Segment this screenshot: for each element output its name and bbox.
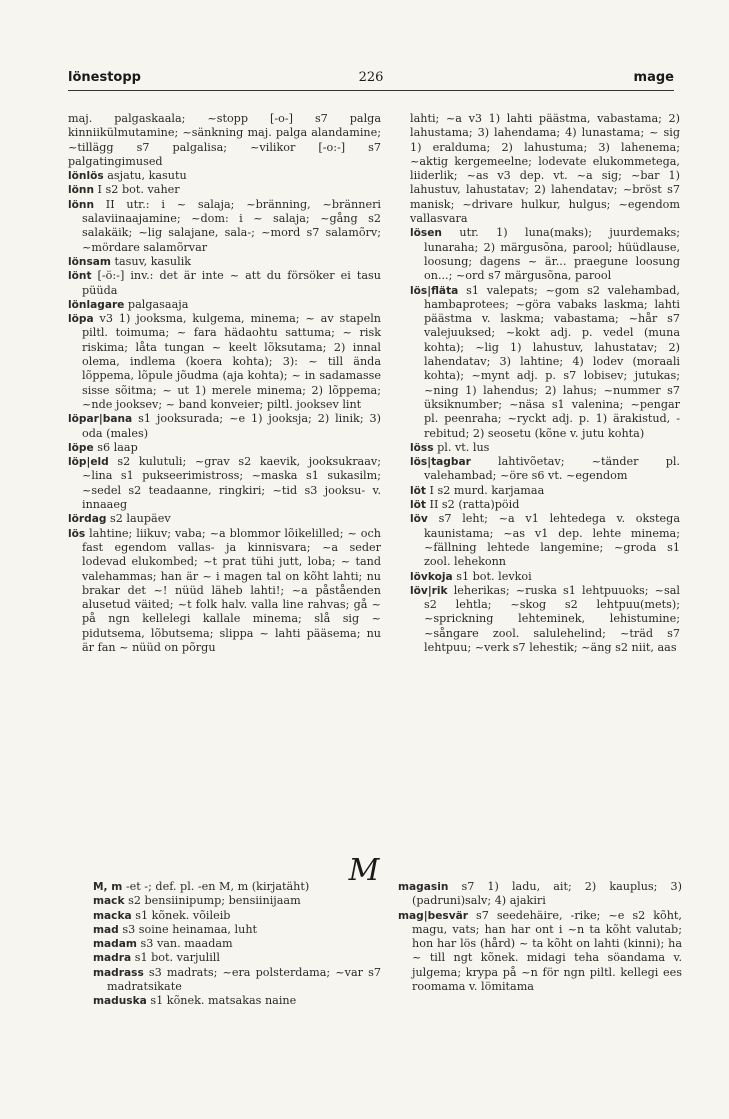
entry-text: asjatu, kasutu: [103, 169, 187, 183]
headword: löpar|bana: [68, 413, 133, 426]
headword: lönsam: [68, 255, 111, 268]
entry-text: pl. vt. lus: [433, 440, 490, 454]
dictionary-entry: [68, 198, 381, 255]
dictionary-entry: [93, 880, 381, 894]
dictionary-entry: [410, 570, 680, 584]
dictionary-entry: [68, 527, 381, 656]
headword: lönlagare: [68, 298, 125, 311]
column-left-lower: [93, 880, 381, 1009]
column-right-upper: [410, 112, 680, 655]
column-right-lower: [398, 880, 682, 994]
entry-text: s2 bensiinipump; bensiinijaam: [124, 894, 301, 908]
dictionary-entry: [68, 298, 381, 312]
dictionary-entry: [410, 498, 680, 512]
entry-text: s1 valepats; ~gom s2 valehambad, hambaprotees; ~göra vabaks laskma; lahti päästma v. laskma; vabastama; ~hår s7 valejuuksed; ~kokt adj. p. vedel (muna kohta); ~lig 1) lahustuv, lahustatav; 2) lahendatav; 3) lahtine; 4) lodev (moraali kohta); ~mynt adj. p. s7 lobisev; jutukas; ~ning 1) lahendus; 2) lahus; ~nummer s7 üksiknumber; ~näsa s1 valenina; ~pengar pl. peenraha; ~ryckt adj. p. 1) ärakistud, -rebitud; 2) seosetu (kõne v. jutu kohta): [424, 283, 680, 440]
headword: löt: [410, 499, 426, 512]
dictionary-entry: [68, 112, 381, 169]
header-guide-word-left: lönestopp: [68, 70, 141, 85]
headword: lösen: [410, 227, 442, 240]
entry-text: leherikas; ~ruska s1 lehtpuuoks; ~sal s2 lehtla; ~skog s2 lehtpuu(mets); ~sprickning lehteminek, lehistumine; ~sångare zool. salulehelind; ~träd s7 lehtpuu; ~verk s7 lehestik; ~äng s2 niit, aas: [424, 583, 680, 654]
dictionary-entry: [68, 183, 381, 197]
dictionary-entry: [93, 966, 381, 995]
entry-text: palgasaaja: [124, 297, 189, 311]
headword: macka: [93, 909, 132, 922]
entry-text: s3 madrats; ~era polsterdama; ~var s7 madratsikate: [107, 965, 381, 994]
headword: mag|besvär: [398, 909, 468, 922]
entry-text: lahtine; liikuv; vaba; ~a blommor lõikelilled; ~ och fast egendom vallas- ja kinnisvara; ~a seder lodevad elukombed; ~t prat tühi jutt, loba; ~ tand valehammas; han är ~ i magen tal on kõht lahti; nu brakar det ~! nüüd läheb lahti!; ~a påståenden alusetud väited; ~t folk halv. valla line rahvas; gå ~ på ngn kellelegi kallale minema; slå sig ~ pidutsema, lõbutsema; slippa ~ lahti pääsema; nu är fan ~ nüüd on põrgu: [82, 526, 381, 654]
headword: löpa: [68, 313, 94, 326]
headword: mack: [93, 895, 125, 908]
headword: lös: [68, 527, 86, 540]
entry-text: II utr.: i ~ salaja; ~bränning, ~bränneri salaviinaajamine; ~dom: i ~ salaja; ~gång s2 salakäik; ~lig salajane, sala-; ~mord s7 salamõrv; ~mördare salamõrvar: [82, 197, 381, 254]
dictionary-entry: [410, 284, 680, 441]
entry-text: s1 kõnek. matsakas naine: [146, 994, 297, 1008]
section-letter: M: [348, 853, 381, 888]
dictionary-entry: [398, 880, 682, 909]
headword: M, m: [93, 881, 123, 893]
dictionary-entry: [398, 909, 682, 995]
headword: lös|fläta: [410, 284, 459, 297]
headword: maduska: [93, 995, 147, 1008]
headword: löss: [410, 441, 434, 454]
headword: löt: [410, 484, 426, 497]
headword: löv: [410, 513, 428, 526]
entry-text: I s2 murd. karjamaa: [425, 483, 545, 497]
dictionary-entry: [68, 255, 381, 269]
headword: lövkoja: [410, 570, 453, 583]
headword: lönlös: [68, 170, 104, 183]
headword: mad: [93, 923, 119, 936]
dictionary-entry: [68, 512, 381, 526]
dictionary-entry: [410, 584, 680, 655]
entry-text: s3 soine heinamaa, luht: [118, 922, 258, 936]
headword: madam: [93, 938, 137, 951]
entry-text: utr. 1) luna(maks); juurdemaks; lunaraha; 2) märgusõna, parool; hüüdlause, loosung; dagens ~ är... praegune loosung on...; ~ord s7 märgusõna, parool: [424, 226, 680, 283]
headword: madrass: [93, 966, 144, 979]
entry-text: tasuv, kasulik: [110, 254, 192, 268]
dictionary-entry: [93, 951, 381, 965]
entry-text: v3 1) jooksma, kulgema, minema; ~ av stapeln piltl. toimuma; ~ fara hädaohtu sattuma; ~ risk riskima; låta tungan ~ keelt lõksutama; 2) innal olema, indlema (koera kohta); 3): ~ till ända lõppema, lõpule jõudma (aja kohta); ~ in sadamasse sisse sõitma; ~ ut 1) merele minema; 2) lõppema; ~nde jooksev; ~ band konveier; piltl. jooksev lint: [82, 312, 381, 411]
dictionary-entry: [68, 169, 381, 183]
entry-text: s1 bot. levkoi: [452, 569, 532, 583]
dictionary-entry: [68, 269, 381, 298]
entry-text: s7 leht; ~a v1 lehtedega v. okstega kaunistama; ~as v1 dep. lehte minema; ~fällning lehtede langemine; ~groda s1 zool. lehekonn: [424, 512, 680, 569]
entry-text: s2 laupäev: [106, 512, 171, 526]
headword: lönn: [68, 184, 94, 197]
entry-text: s6 laap: [93, 440, 138, 454]
headword: löv|rik: [410, 584, 448, 597]
entry-text: s1 jooksurada; ~e 1) jooksja; 2) linik; 3) oda (males): [82, 412, 381, 440]
dictionary-entry: [93, 909, 381, 923]
entry-text: -et -; def. pl. -en M, m (kirjatäht): [122, 880, 310, 893]
entry-text: I s2 bot. vaher: [94, 183, 180, 197]
headword: magasin: [398, 881, 449, 893]
entry-text: s2 kulutuli; ~grav s2 kaevik, jooksukraav; ~lina s1 pukseerimistross; ~maska s1 sukasilm; ~sedel s2 teadaanne, ringkiri; ~tid s3 jooksu- v. innaaeg: [82, 455, 381, 512]
entry-text: s1 kõnek. võileib: [131, 908, 231, 922]
entry-text: s7 seedehäire, -rike; ~e s2 kõht, magu, vats; han har ont i ~n ta kõht valutab; hon har lös (hård) ~ ta kõht on lahti (kinni); ha ~ till ngt kõnek. midagi teha söandama v. julgema; krypa på ~n för ngn piltl. kellegi ees roomama v. lömitama: [412, 908, 682, 994]
page-number: 226: [358, 70, 384, 85]
dictionary-entry: [93, 894, 381, 908]
entry-text: s1 bot. varjulill: [131, 951, 220, 965]
dictionary-entry: [410, 112, 680, 226]
dictionary-entry: [68, 441, 381, 455]
dictionary-entry: [68, 312, 381, 412]
dictionary-entry: [93, 994, 381, 1008]
headword: lönn: [68, 198, 94, 211]
dictionary-entry: [93, 923, 381, 937]
entry-text: lahtivõetav; ~tänder pl. valehambad; ~öre s6 vt. ~egendom: [424, 455, 680, 483]
entry-text: s3 van. maadam: [136, 937, 233, 951]
dictionary-entry: [410, 455, 680, 484]
entry-text: [-ö:-] inv.: det är inte ~ att du försöker ei tasu püüda: [82, 269, 381, 297]
column-left-upper: [68, 112, 381, 655]
dictionary-entry: [410, 484, 680, 498]
dictionary-entry: [68, 455, 381, 512]
headword: löp|eld: [68, 456, 109, 469]
entry-text: II s2 (ratta)pöid: [425, 498, 520, 512]
entry-text: maj. palgaskaala; ~stopp [-o-] s7 palga kinniikülmutamine; ~sänkning maj. palga alandamine; ~tillägg s7 palgalisa; ~vilikor [-o:-] s7 palgatingimused: [68, 112, 381, 168]
dictionary-entry: [410, 441, 680, 455]
dictionary-entry: [68, 412, 381, 441]
entry-text: s7 1) ladu, ait; 2) kauplus; 3) (padruni)salv; 4) ajakiri: [412, 880, 682, 908]
dictionary-entry: [410, 226, 680, 283]
dictionary-entry: [93, 937, 381, 951]
headword: lös|tagbar: [410, 456, 471, 469]
entry-text: lahti; ~a v3 1) lahti päästma, vabastama; 2) lahustama; 3) lahendama; 4) lunastama; ~ sig 1) eralduma; 2) lahustuma; 3) lahenema; ~aktig kergemeelne; lodevate elukommetega, liiderlik; ~as v3 dep. vt. ~a sig; ~bar 1) lahustuv, lahustatav; 2) lahendatav; ~bröst s7 manisk; ~drivare hulkur, hulgus; ~egendom vallasvara: [410, 112, 680, 226]
headword: löpe: [68, 441, 94, 454]
header-rule: [68, 90, 674, 91]
headword: lönt: [68, 270, 92, 283]
header-guide-word-right: mage: [633, 70, 674, 85]
headword: lördag: [68, 513, 107, 526]
headword: madra: [93, 952, 132, 965]
page-header: [68, 70, 674, 92]
dictionary-entry: [410, 512, 680, 569]
